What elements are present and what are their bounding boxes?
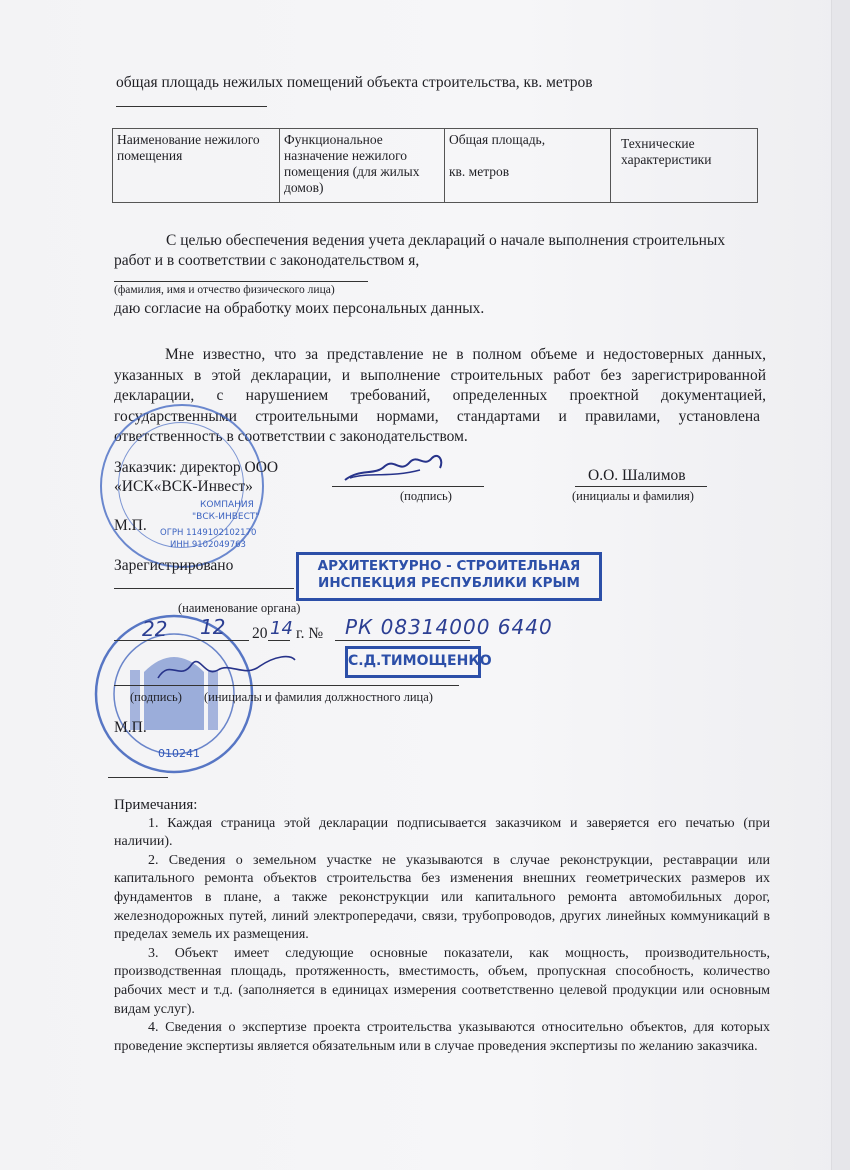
company-seal-text: КОМПАНИЯ — [200, 500, 254, 510]
organ-name-line — [114, 588, 294, 589]
registration-seal-label: М.П. — [114, 719, 147, 736]
note-item: 3. Объект имеет следующие основные показатели, как мощность, производительность, производственная площадь, протяженность, вместимость, объем, пропускная способность, количество рабочих мест и т.д. (заполняется в единицах измерения соответственно целевой продукции или основным видам услуг). — [114, 945, 770, 1017]
customer-seal-label: М.П. — [114, 517, 147, 534]
notes-divider — [108, 777, 168, 778]
customer-name-line — [575, 486, 707, 487]
area-heading: общая площадь нежилых помещений объекта строительства, кв. метров — [116, 74, 593, 91]
notes-section — [114, 796, 770, 1056]
date-line — [114, 640, 249, 641]
reg-day: 22 — [142, 617, 168, 641]
customer-name: О.О. Шалимов — [588, 467, 686, 484]
company-seal-inn: ИНН 9102049763 — [170, 540, 246, 550]
table-header-row — [113, 129, 758, 203]
customer-signature-icon — [340, 448, 450, 488]
reg-month: 12 — [200, 615, 226, 639]
official-sign-caption: (подпись) — [130, 690, 182, 704]
area-value-line — [116, 106, 267, 107]
official-signature-icon — [150, 650, 300, 684]
official-name-caption: (инициалы и фамилия должностного лица) — [204, 690, 433, 704]
fio-caption: (фамилия, имя и отчество физического лица) — [114, 284, 335, 296]
registered-label: Зарегистрировано — [114, 557, 234, 574]
signature-caption: (подпись) — [400, 489, 452, 503]
number-line — [335, 640, 470, 641]
note-item: 2. Сведения о земельном участке не указываются в случае реконструкции, реставрации или капитального ремонта объектов строительства без изменения внешних геометрических размеров их фундаментов в плане, а также реконструкции или капитального ремонта автомобильных дорог, железнодорожных путей, линий электропередачи, связи, трубопроводов, других линейных коммуникаций в пределах земель их размещения. — [114, 852, 770, 943]
page-edge — [831, 0, 850, 1170]
official-signature-line — [114, 685, 459, 686]
header-area: Общая площадь, кв. метров — [445, 129, 611, 203]
liability-paragraph: Мне известно, что за представление не в полном объеме и недостоверных данных, указанных в этой декларации, и выполнение строительных работ без зарегистрированной декларации, с нарушением требований, определенных проектной документацией, государственными строительными нормами, стандартами и правилами, установлена ответственность в соответствии с законодательством. — [114, 346, 766, 445]
year-prefix: 20 — [252, 625, 268, 642]
notes-title: Примечания: — [114, 797, 198, 813]
consent-agree: даю согласие на обработку моих персональных данных. — [114, 300, 485, 317]
customer-company: «ИСК«ВСК-Инвест» — [114, 478, 253, 495]
official-name-stamp: С.Д.ТИМОЩЕНКО — [345, 646, 481, 678]
note-item: 4. Сведения о экспертизе проекта строительства указываются относительно объектов, для которых проведение экспертизы является обязательным или в случае проведения экспертизы по желанию заказчика. — [114, 1020, 770, 1054]
fio-line — [114, 281, 368, 282]
year-suffix: 14 — [270, 618, 293, 639]
year-line — [268, 640, 290, 641]
number-label: г. № — [296, 625, 324, 642]
header-function: Функциональное назначение нежилого помещения (для жилых домов) — [280, 129, 445, 203]
note-item: 1. Каждая страница этой декларации подписывается заказчиком и заверяется его печатью (при наличии). — [114, 815, 770, 850]
name-caption: (инициалы и фамилия) — [572, 489, 694, 503]
consent-line-2: работ и в соответствии с законодательством я, — [114, 252, 420, 269]
organ-caption: (наименование органа) — [178, 601, 301, 615]
customer-role: Заказчик: директор ООО — [114, 459, 279, 476]
consent-line-1: С целью обеспечения ведения учета деклараций о начале выполнения строительных — [166, 232, 726, 249]
inspection-name-stamp: АРХИТЕКТУРНО - СТРОИТЕЛЬНАЯ ИНСПЕКЦИЯ РЕСПУБЛИКИ КРЫМ — [296, 552, 602, 601]
header-name: Наименование нежилого помещения — [113, 129, 280, 203]
customer-signature-line — [332, 486, 484, 487]
company-seal-ogrn: ОГРН 1149102102170 — [160, 528, 257, 538]
inspection-seal-number: 010241 — [158, 747, 200, 760]
premises-table — [112, 128, 758, 203]
registration-number: РК 08314000 6440 — [345, 615, 553, 639]
header-tech: Технические характеристики — [611, 129, 758, 203]
company-seal-text-2: "ВСК-ИНВЕСТ" — [192, 512, 260, 522]
